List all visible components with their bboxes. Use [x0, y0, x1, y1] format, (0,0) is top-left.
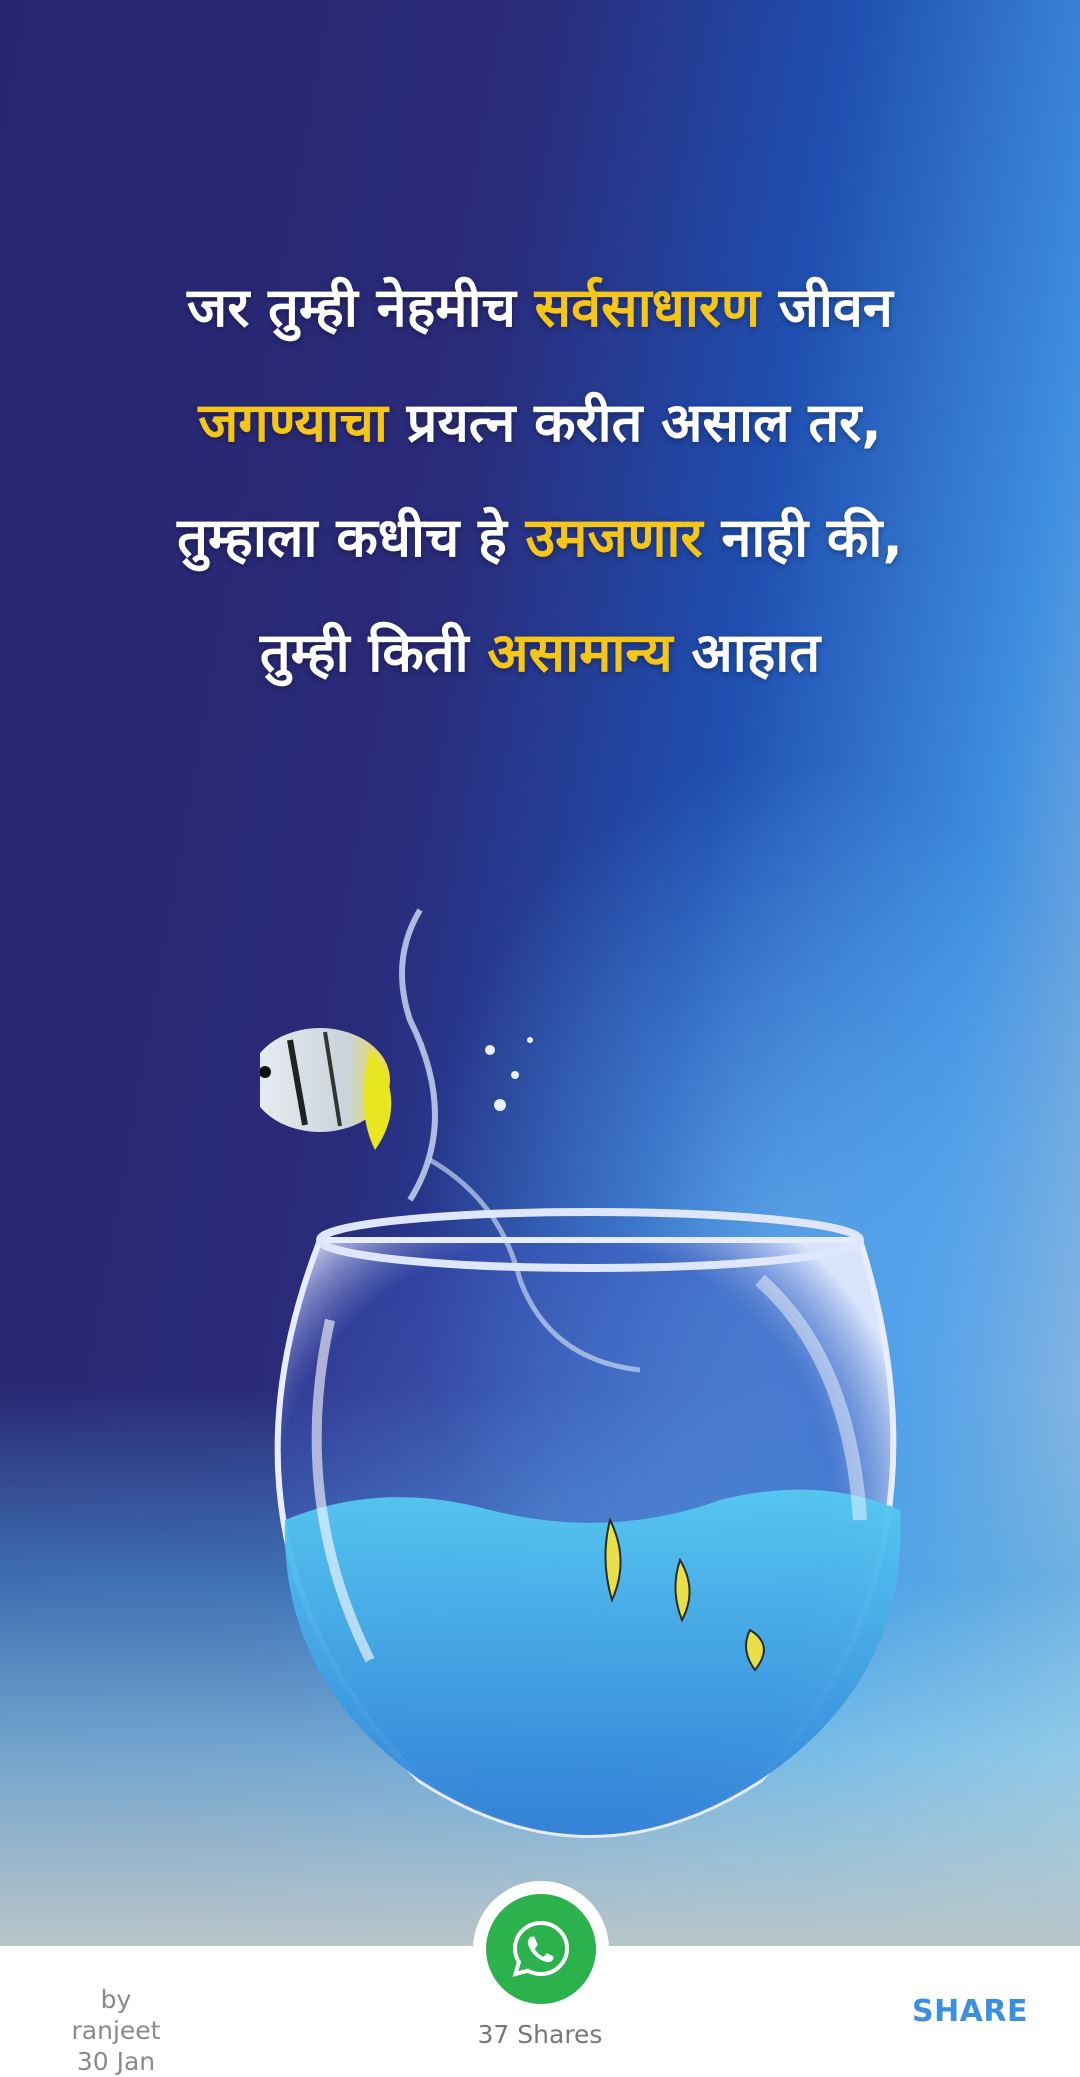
share-button[interactable]: SHARE [911, 1994, 1028, 2029]
fishbowl-illustration [260, 900, 920, 1880]
quote-line-4: तुम्ही किती असामान्य आहात [259, 621, 821, 684]
quote-line-1: जर तुम्ही नेहमीच सर्वसाधारण जीवन [187, 276, 893, 339]
whatsapp-share-button[interactable] [473, 1881, 609, 2017]
whatsapp-button-circle[interactable] [486, 1894, 596, 2004]
share-count: 37 Shares [477, 2020, 603, 2049]
quote-line-2: जगण्याचा प्रयत्न करीत असाल तर, [198, 391, 882, 454]
post-date: 30 Jan [76, 2047, 156, 2076]
whatsapp-icon [509, 1917, 573, 1981]
quote-line-3: तुम्हाला कधीच हे उमजणार नाही की, [177, 506, 903, 569]
author-name: by ranjeet [71, 1985, 161, 2045]
quote-text [0, 250, 1080, 710]
